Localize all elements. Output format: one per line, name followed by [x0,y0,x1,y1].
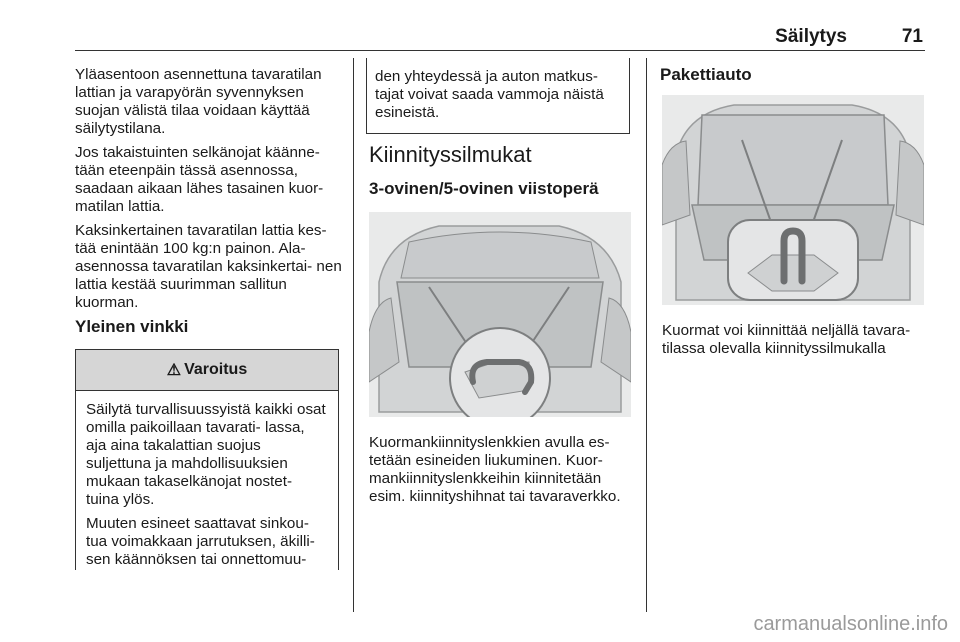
section-heading: Kiinnityssilmukat [369,142,532,167]
warning-title: Varoitus [184,361,248,378]
watermark: carmanualsonline.info [753,613,948,635]
warning-box [75,349,339,570]
warning-continuation-box: den yhteydessä ja auton matkus- tajat voivat saada vammoja näistä esineistä. [366,58,630,134]
subheading-general-tip: Yleinen vinkki [75,317,189,336]
paragraph: Yläasentoon asennettuna tavaratilan lattian ja varapyörän syvennyksen suojan välistä tilaa voidaan käyttää säilytystilana. [75,66,322,137]
caption-hatchback: Kuormankiinnityslenkkien avulla es- tetään esineiden liukuminen. Kuor- mankiinnityslenkkeihin kiinnitetään esim. kiinnityshihnat tai tavaraverkko. [369,434,621,505]
page-header [75,28,925,51]
page-title: Säilytys [775,26,847,47]
warning-paragraph: Säilytä turvallisuussyistä kaikki osat omilla paikoillaan tavarati- lassa, aja aina takalattian suojus suljettuna ja mahdollisuuksien mukaan takaselkänojat nostet- tuina ylös. [86,401,326,508]
page-number: 71 [901,26,923,47]
paragraph: Kaksinkertainen tavaratilan lattia kes- tää enintään 100 kg:n painon. Ala- asennossa tavaratilan kaksinkertai- nen lattia kestää suurimman sallitun kuorman. [75,222,342,311]
warning-paragraph: Muuten esineet saattavat sinkou- tua voimakkaan jarrutuksen, äkilli- sen käännöksen tai onnettomuu- [86,515,315,568]
van-cargo-illustration [662,95,924,305]
caption-van: Kuormat voi kiinnittää neljällä tavara- tilassa olevalla kiinnityssilmukalla [662,322,911,357]
subheading-van: Pakettiauto [660,65,752,84]
warning-icon: ⚠ [166,362,182,379]
warning-header [76,350,338,391]
column-divider-2 [646,58,647,612]
hatchback-trunk-illustration [369,212,631,417]
paragraph: Jos takaistuinten selkänojat käänne- tään eteenpäin tässä asennossa, saadaan aikaan lähes tasainen kuor- matilan lattia. [75,144,324,215]
subheading-hatchback: 3-ovinen/5-ovinen viistoperä [369,179,599,198]
column-1 [75,66,343,318]
column-divider-1 [353,58,354,612]
warning-body [76,391,338,569]
